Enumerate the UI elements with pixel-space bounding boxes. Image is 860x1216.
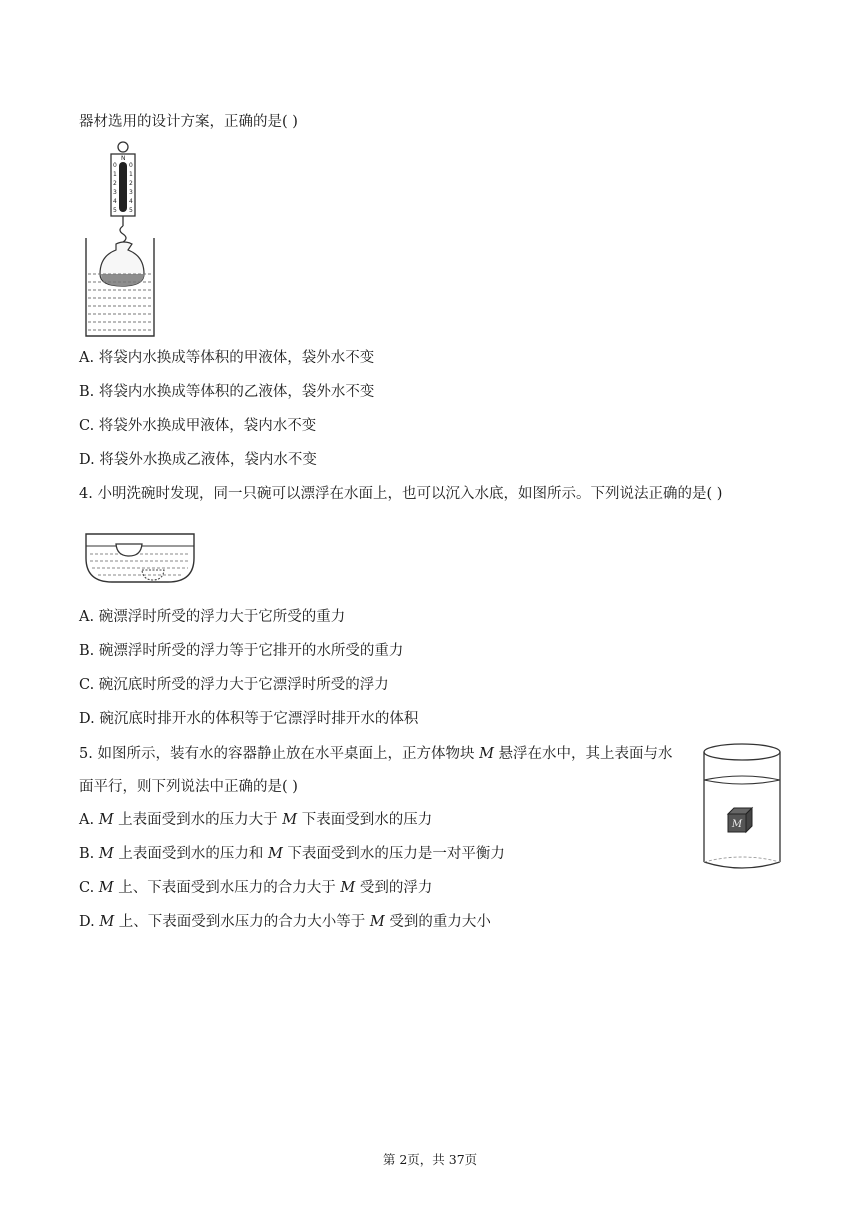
q5-stem-line1: 5. 如图所示，装有水的容器静止放在水平桌面上，正方体物块 M 悬浮在水中，其上表面与水 bbox=[79, 746, 673, 762]
svg-text:3: 3 bbox=[113, 189, 117, 196]
svg-text:2: 2 bbox=[129, 180, 133, 187]
page-footer: 第 2页，共 37页 bbox=[382, 1152, 478, 1167]
svg-text:3: 3 bbox=[129, 189, 133, 196]
cube-label: M bbox=[731, 819, 743, 830]
svg-text:2: 2 bbox=[113, 180, 117, 187]
svg-text:1: 1 bbox=[129, 171, 133, 178]
svg-text:5: 5 bbox=[129, 207, 133, 214]
svg-text:4: 4 bbox=[129, 198, 133, 205]
q5-option-d: D. M 上、下表面受到水压力的合力大小等于 M 受到的重力大小 bbox=[79, 914, 491, 930]
svg-text:1: 1 bbox=[113, 171, 117, 178]
q4-option-c: C. 碗沉底时所受的浮力大于它漂浮时所受的浮力 bbox=[79, 677, 389, 693]
svg-text:4: 4 bbox=[113, 198, 117, 205]
spring-scale-figure bbox=[80, 140, 160, 340]
q4-option-d: D. 碗沉底时排开水的体积等于它漂浮时排开水的体积 bbox=[79, 711, 419, 727]
q4-option-b: B. 碗漂浮时所受的浮力等于它排开的水所受的重力 bbox=[79, 643, 404, 659]
q5-option-a: A. M 上表面受到水的压力大于 M 下表面受到水的压力 bbox=[79, 812, 433, 828]
q4-option-a: A. 碗漂浮时所受的浮力大于它所受的重力 bbox=[79, 609, 346, 625]
svg-text:0: 0 bbox=[129, 162, 133, 169]
q3-option-c: C. 将袋外水换成甲液体，袋内水不变 bbox=[79, 418, 317, 434]
svg-text:5: 5 bbox=[113, 207, 117, 214]
var-m: M bbox=[479, 746, 494, 762]
q3-option-d: D. 将袋外水换成乙液体，袋内水不变 bbox=[79, 452, 317, 468]
q5-stem-line2: 面平行，则下列说法中正确的是( ) bbox=[79, 779, 298, 795]
q5-option-b: B. M 上表面受到水的压力和 M 下表面受到水的压力是一对平衡力 bbox=[79, 846, 505, 862]
svg-text:0: 0 bbox=[113, 162, 117, 169]
cube-m bbox=[728, 808, 752, 832]
bowl-basin-figure bbox=[84, 530, 196, 586]
scale-unit: N bbox=[121, 155, 126, 162]
beaker-cube-figure bbox=[700, 742, 784, 874]
q3-option-a: A. 将袋内水换成等体积的甲液体，袋外水不变 bbox=[79, 350, 375, 366]
q3-stem-tail: 器材选用的设计方案，正确的是( ) bbox=[79, 114, 298, 130]
q3-option-b: B. 将袋内水换成等体积的乙液体，袋外水不变 bbox=[79, 384, 375, 400]
q4-stem: 4. 小明洗碗时发现，同一只碗可以漂浮在水面上，也可以沉入水底，如图所示。下列说法正确的是( ) bbox=[79, 486, 723, 502]
q5-option-c: C. M 上、下表面受到水压力的合力大于 M 受到的浮力 bbox=[79, 880, 433, 896]
